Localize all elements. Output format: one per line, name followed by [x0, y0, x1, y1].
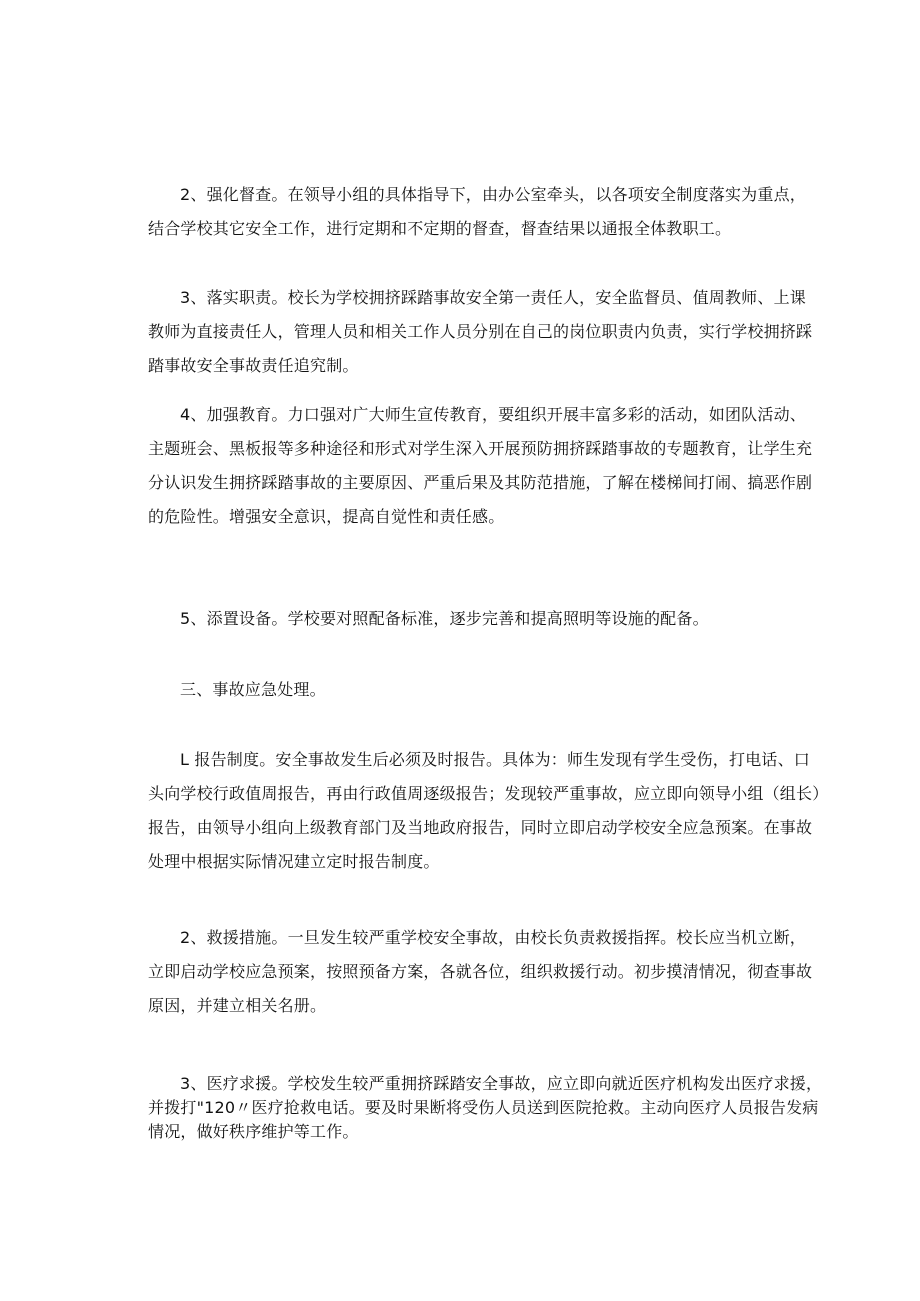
paragraph-rescue [116, 921, 813, 1023]
paragraph-reporting [116, 743, 829, 879]
text-line: 的危险性。增强安全意识，提高自觉性和责任感。 [148, 507, 505, 526]
section-heading-emergency [116, 673, 806, 707]
text-line: 主题班会、黑板报等多种途径和形式对学生深入开展预防拥挤踩踏事故的专题教育，让学生充 [148, 439, 813, 458]
paragraph-education [116, 398, 813, 534]
paragraph-responsibility [116, 281, 813, 383]
paragraph-supervision [116, 178, 806, 246]
paragraph-equipment [116, 602, 806, 636]
text-line: 立即启动学校应急预案，按照预备方案，各就各位，组织救援行动。初步摸清情况，彻查事故 [148, 962, 813, 981]
text-line: 原因，并建立相关名册。 [148, 996, 327, 1015]
paragraph-medical [116, 1072, 823, 1144]
text-line: 处理中根据实际情况建立定时报告制度。 [148, 852, 440, 871]
text-line: 报告，由领导小组向上级教育部门及当地政府报告，同时立即启动学校安全应急预案。在事故 [148, 818, 813, 837]
text-line: 三、事故应急处理。 [180, 680, 326, 699]
text-line: 头向学校行政值周报告，再由行政值周逐级报告；发现较严重事故，应立即向领导小组（组长） [148, 784, 829, 803]
text-line: 2、救援措施。一旦发生较严重学校安全事故，由校长负责救援指挥。校长应当机立断， [180, 928, 806, 947]
text-line: 结合学校其它安全工作，进行定期和不定期的督查，督查结果以通报全体教职工。 [148, 219, 732, 238]
text-line: 2、强化督查。在领导小组的具体指导下，由办公室牵头，以各项安全制度落实为重点， [180, 185, 806, 204]
text-line: L 报告制度。安全事故发生后必须及时报告。具体为：师生发现有学生受伤，打电话、口 [180, 750, 811, 769]
text-line: 教师为直接责任人，管理人员和相关工作人员分别在自己的岗位职责内负责，实行学校拥挤踩 [148, 322, 813, 341]
text-line: 4、加强教育。力口强对广大师生宣传教育，要组织开展丰富多彩的活动，如团队活动、 [180, 405, 806, 424]
text-line: 并拨打"120〃医疗抢救电话。要及时果断将受伤人员送到医院抢救。主动向医疗人员报告发病 [148, 1098, 819, 1117]
text-line: 踏事故安全事故责任追究制。 [148, 356, 359, 375]
text-line: 3、落实职责。校长为学校拥挤踩踏事故安全第一责任人，安全监督员、值周教师、上课 [180, 288, 806, 307]
text-line: 3、医疗求援。学校发生较严重拥挤踩踏安全事故，应立即向就近医疗机构发出医疗求援， [180, 1074, 823, 1093]
text-line: 5、添置设备。学校要对照配备标准，逐步完善和提高照明等设施的配备。 [180, 609, 709, 628]
text-line: 情况，做好秩序维护等工作。 [148, 1122, 359, 1141]
text-line: 分认识发生拥挤踩踏事故的主要原因、严重后果及其防范措施，了解在楼梯间打闹、搞恶作剧 [148, 473, 813, 492]
